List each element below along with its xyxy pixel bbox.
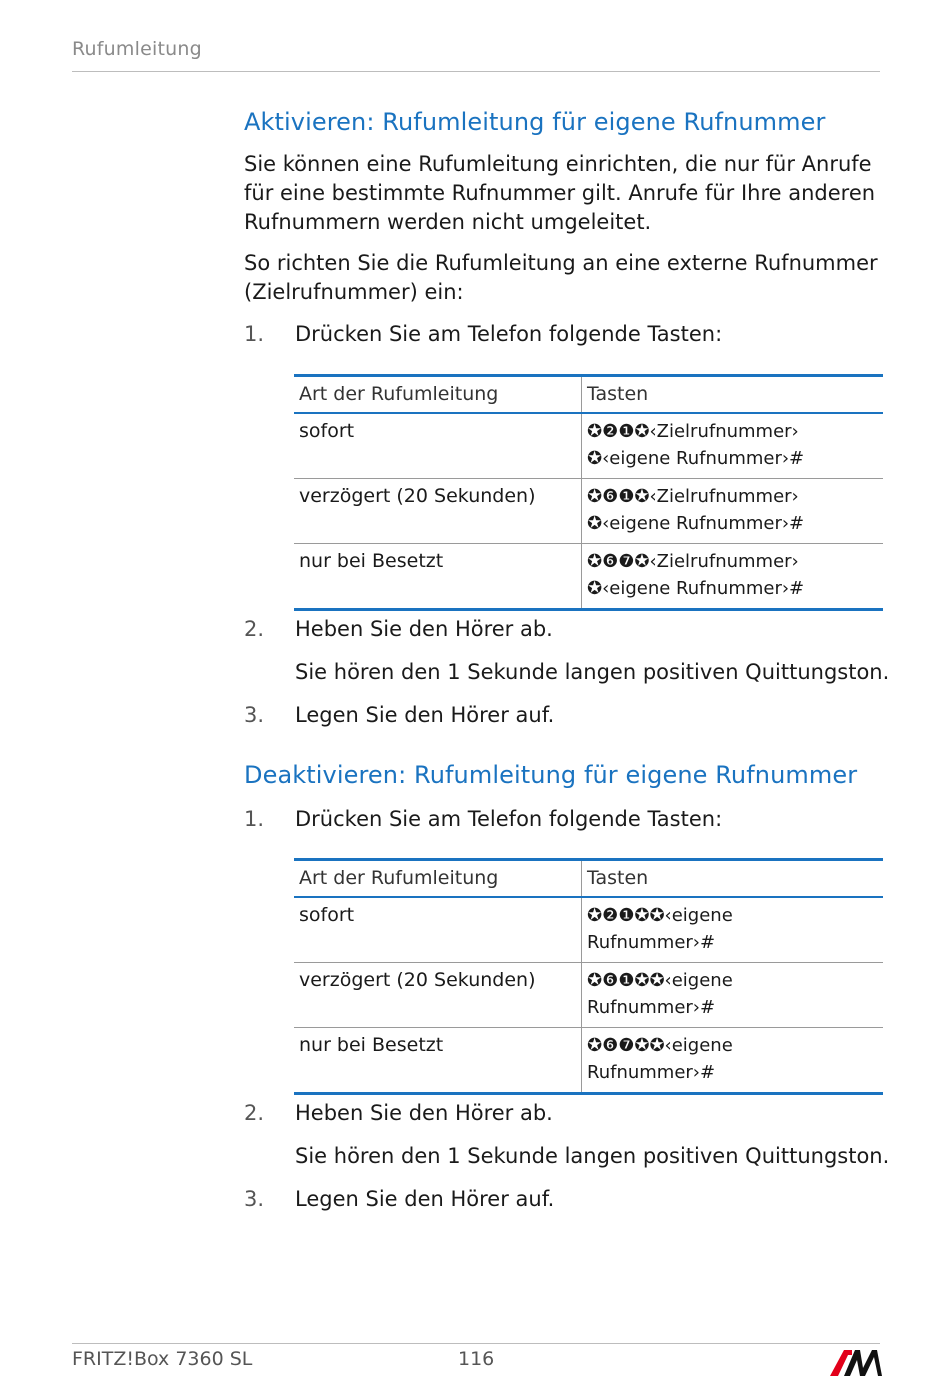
header-divider xyxy=(72,71,880,72)
step-2-activate xyxy=(244,615,884,644)
key-sequence-cell xyxy=(582,544,884,610)
forward-type-cell: verzögert (20 Sekunden) xyxy=(294,963,582,1028)
instruction-paragraph: So richten Sie die Rufumleitung an eine externe Rufnummer (Zielrufnummer) ein: xyxy=(244,251,878,304)
column-header-keys: Tasten xyxy=(582,860,884,898)
deactivate-key-table xyxy=(294,858,883,1095)
step-2-note: Sie hören den 1 Sekunde langen positiven Quittungston. xyxy=(295,660,890,684)
step-1-deactivate xyxy=(244,805,884,834)
key-sequence-line: ✪❻❶✪✪‹eigene xyxy=(587,970,733,991)
key-sequence-cell xyxy=(582,897,884,963)
step-1-activate xyxy=(244,320,884,349)
key-sequence-line: ✪‹eigene Rufnummer›# xyxy=(587,513,805,534)
step-2-note: Sie hören den 1 Sekunde langen positiven Quittungston. xyxy=(295,1144,890,1168)
key-sequence-line: Rufnummer›# xyxy=(587,932,716,953)
key-sequence-line: ✪❻❼✪✪‹eigene xyxy=(587,1035,733,1056)
key-sequence-line: ✪❷❶✪✪‹eigene xyxy=(587,905,733,926)
table-row xyxy=(294,963,883,1028)
avm-logo-icon xyxy=(830,1349,882,1377)
step-text: Legen Sie den Hörer auf. xyxy=(295,1187,555,1211)
forward-type-cell: sofort xyxy=(294,413,582,479)
step-text: Drücken Sie am Telefon folgende Tasten: xyxy=(295,322,723,346)
table-row xyxy=(294,1028,883,1094)
table-header-row xyxy=(294,860,883,898)
step-3-activate xyxy=(244,701,884,730)
column-header-keys: Tasten xyxy=(582,376,884,414)
step-number: 1. xyxy=(244,322,265,346)
footer-product-name: FRITZ!Box 7360 SL xyxy=(72,1348,253,1370)
activate-key-table xyxy=(294,374,883,611)
footer-divider xyxy=(72,1343,880,1344)
key-sequence-line: Rufnummer›# xyxy=(587,1062,716,1083)
step-number: 3. xyxy=(244,1187,265,1211)
step-2-deactivate xyxy=(244,1099,884,1128)
step-text: Heben Sie den Hörer ab. xyxy=(295,1101,553,1125)
key-sequence-cell xyxy=(582,479,884,544)
forward-type-cell: nur bei Besetzt xyxy=(294,1028,582,1094)
column-header-type: Art der Rufumleitung xyxy=(294,860,582,898)
key-sequence-cell xyxy=(582,963,884,1028)
step-number: 1. xyxy=(244,807,265,831)
intro-paragraph: Sie können eine Rufumleitung einrichten, die nur für Anrufe für eine bestimmte Rufnummer gilt. Anrufe für Ihre anderen Rufnummern werden nicht umgeleitet. xyxy=(244,152,876,234)
forward-type-cell: nur bei Besetzt xyxy=(294,544,582,610)
step-text: Drücken Sie am Telefon folgende Tasten: xyxy=(295,807,723,831)
key-sequence-line: Rufnummer›# xyxy=(587,997,716,1018)
key-sequence-line: ✪‹eigene Rufnummer›# xyxy=(587,578,805,599)
key-sequence-line: ✪❻❼✪‹Zielrufnummer› xyxy=(587,551,799,572)
table-row xyxy=(294,479,883,544)
key-sequence-line: ✪‹eigene Rufnummer›# xyxy=(587,448,805,469)
key-sequence-line: ✪❻❶✪‹Zielrufnummer› xyxy=(587,486,799,507)
step-text: Legen Sie den Hörer auf. xyxy=(295,703,555,727)
table-row xyxy=(294,897,883,963)
table-header-row xyxy=(294,376,883,414)
page-number: 116 xyxy=(458,1348,495,1370)
table-row xyxy=(294,413,883,479)
forward-type-cell: sofort xyxy=(294,897,582,963)
running-header: Rufumleitung xyxy=(72,38,202,60)
key-sequence-line: ✪❷❶✪‹Zielrufnummer› xyxy=(587,421,799,442)
column-header-type: Art der Rufumleitung xyxy=(294,376,582,414)
section-heading-deactivate: Deaktivieren: Rufumleitung für eigene Rufnummer xyxy=(244,761,858,789)
section-heading-activate: Aktivieren: Rufumleitung für eigene Rufnummer xyxy=(244,108,826,136)
table-row xyxy=(294,544,883,610)
key-sequence-cell xyxy=(582,1028,884,1094)
step-number: 2. xyxy=(244,617,265,641)
step-number: 2. xyxy=(244,1101,265,1125)
forward-type-cell: verzögert (20 Sekunden) xyxy=(294,479,582,544)
step-3-deactivate xyxy=(244,1185,884,1214)
step-text: Heben Sie den Hörer ab. xyxy=(295,617,553,641)
key-sequence-cell xyxy=(582,413,884,479)
step-number: 3. xyxy=(244,703,265,727)
